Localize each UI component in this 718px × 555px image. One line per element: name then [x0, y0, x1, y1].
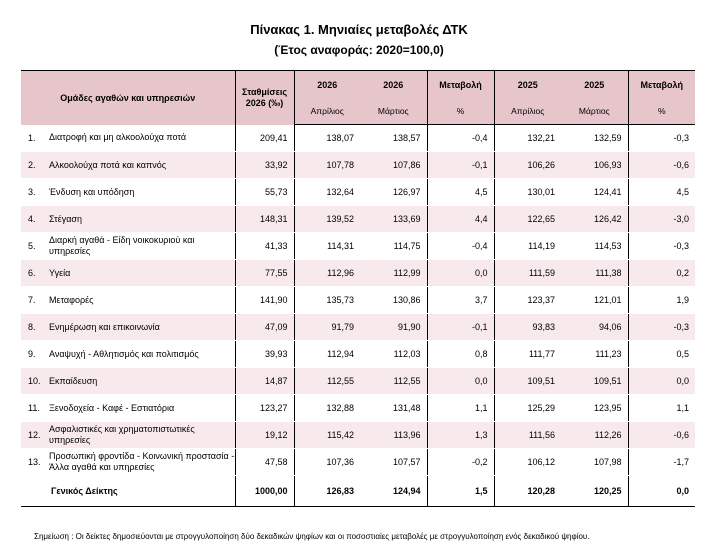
row-weight: 55,73 [235, 179, 294, 206]
row-march-2026: 131,48 [360, 395, 427, 422]
row-april-2025: 111,77 [494, 341, 561, 368]
table-row [21, 152, 695, 179]
cpi-table [21, 70, 695, 507]
row-march-2026: 114,75 [360, 233, 427, 260]
row-change-2026: -0,2 [427, 449, 494, 476]
row-index: 2. [21, 152, 49, 179]
row-april-2025: 125,29 [494, 395, 561, 422]
row-index: 13. [21, 449, 49, 476]
row-change-2025: 1,1 [628, 395, 695, 422]
header-weights: Σταθμίσεις 2026 (‰) [235, 71, 294, 125]
row-march-2026: 126,97 [360, 179, 427, 206]
row-march-2026: 112,03 [360, 341, 427, 368]
row-april-2026: 112,55 [294, 368, 360, 395]
row-weight: 148,31 [235, 206, 294, 233]
row-change-2026: 4,4 [427, 206, 494, 233]
row-weight: 141,90 [235, 287, 294, 314]
row-march-2025: 121,01 [561, 287, 628, 314]
row-label: Εκπαίδευση [49, 368, 235, 395]
row-change-2026: 3,7 [427, 287, 494, 314]
row-change-2026: -0,4 [427, 125, 494, 152]
row-april-2025: 132,21 [494, 125, 561, 152]
row-weight: 77,55 [235, 260, 294, 287]
row-change-2026: 0,8 [427, 341, 494, 368]
row-march-2026: 107,86 [360, 152, 427, 179]
row-weight: 41,33 [235, 233, 294, 260]
header-percent-2025: % [628, 98, 695, 125]
row-weight: 19,12 [235, 422, 294, 449]
row-change-2025: 4,5 [628, 179, 695, 206]
row-change-2026: 1,1 [427, 395, 494, 422]
row-april-2026: 132,64 [294, 179, 360, 206]
table-subtitle: (Έτος αναφοράς: 2020=100,0) [274, 43, 444, 57]
row-march-2025: 126,42 [561, 206, 628, 233]
row-weight: 33,92 [235, 152, 294, 179]
row-label: Ενημέρωση και επικοινωνία [49, 314, 235, 341]
row-label: Διαρκή αγαθά - Είδη νοικοκυριού και υπηρεσίες [49, 233, 235, 260]
row-index: 4. [21, 206, 49, 233]
row-april-2026: 107,78 [294, 152, 360, 179]
row-april-2026: 107,36 [294, 449, 360, 476]
row-weight: 39,93 [235, 341, 294, 368]
header-groups: Ομάδες αγαθών και υπηρεσιών [21, 71, 235, 125]
table-row [21, 125, 695, 152]
row-march-2025: 107,98 [561, 449, 628, 476]
row-april-2025: 106,12 [494, 449, 561, 476]
row-label: Αλκοολούχα ποτά και καπνός [49, 152, 235, 179]
row-change-2025: 0,5 [628, 341, 695, 368]
row-march-2026: 138,57 [360, 125, 427, 152]
footnote: Σημείωση : Οι δείκτες δημοσιεύονται με στρογγυλοποίηση δύο δεκαδικών ψηφίων και οι ποσοστιαίες μεταβολές με στρογγυλοποίηση ενός δεκαδικού ψηφίου. [34, 532, 590, 541]
row-change-2025: -0,6 [628, 422, 695, 449]
row-april-2025: 122,65 [494, 206, 561, 233]
row-change-2025: -0,6 [628, 152, 695, 179]
header-april-2026: Απρίλιος [294, 98, 360, 125]
row-label: Αναψυχή - Αθλητισμός και πολιτισμός [49, 341, 235, 368]
table-row [21, 206, 695, 233]
total-weight: 1000,00 [235, 476, 294, 507]
row-march-2025: 123,95 [561, 395, 628, 422]
row-change-2026: -0,4 [427, 233, 494, 260]
row-april-2026: 139,52 [294, 206, 360, 233]
row-index: 1. [21, 125, 49, 152]
table-row [21, 233, 695, 260]
row-weight: 47,58 [235, 449, 294, 476]
row-april-2026: 112,96 [294, 260, 360, 287]
total-march-2025: 120,25 [561, 476, 628, 507]
table-row [21, 341, 695, 368]
row-change-2025: -0,3 [628, 125, 695, 152]
table-row [21, 395, 695, 422]
row-label: Υγεία [49, 260, 235, 287]
row-label: Στέγαση [49, 206, 235, 233]
row-april-2025: 130,01 [494, 179, 561, 206]
row-march-2025: 112,26 [561, 422, 628, 449]
row-march-2026: 91,90 [360, 314, 427, 341]
row-index: 7. [21, 287, 49, 314]
row-change-2025: 0,2 [628, 260, 695, 287]
table-title: Πίνακας 1. Μηνιαίες μεταβολές ΔΤΚ [250, 22, 468, 37]
row-march-2025: 106,93 [561, 152, 628, 179]
row-index: 9. [21, 341, 49, 368]
row-march-2026: 107,57 [360, 449, 427, 476]
total-change-2025: 0,0 [628, 476, 695, 507]
row-april-2025: 106,26 [494, 152, 561, 179]
header-april-2025: Απρίλιος [494, 98, 561, 125]
header-march-2026: Μάρτιος [360, 98, 427, 125]
row-march-2026: 133,69 [360, 206, 427, 233]
row-march-2026: 113,96 [360, 422, 427, 449]
row-march-2025: 109,51 [561, 368, 628, 395]
total-march-2026: 124,94 [360, 476, 427, 507]
table-row [21, 287, 695, 314]
row-april-2025: 114,19 [494, 233, 561, 260]
header-year-2026-apr: 2026 [294, 71, 360, 99]
row-change-2025: 0,0 [628, 368, 695, 395]
row-april-2025: 111,56 [494, 422, 561, 449]
row-april-2026: 138,07 [294, 125, 360, 152]
table-row [21, 368, 695, 395]
row-change-2026: 4,5 [427, 179, 494, 206]
row-label: Ένδυση και υπόδηση [49, 179, 235, 206]
row-march-2025: 111,23 [561, 341, 628, 368]
row-change-2025: -1,7 [628, 449, 695, 476]
row-april-2026: 114,31 [294, 233, 360, 260]
header-year-2025-mar: 2025 [561, 71, 628, 99]
row-weight: 47,09 [235, 314, 294, 341]
table-row [21, 422, 695, 449]
row-march-2025: 94,06 [561, 314, 628, 341]
row-weight: 14,87 [235, 368, 294, 395]
total-change-2026: 1,5 [427, 476, 494, 507]
row-april-2025: 123,37 [494, 287, 561, 314]
header-year-2025-apr: 2025 [494, 71, 561, 99]
row-change-2025: 1,9 [628, 287, 695, 314]
table-row [21, 449, 695, 476]
row-change-2026: -0,1 [427, 314, 494, 341]
row-index: 8. [21, 314, 49, 341]
header-percent-2026: % [427, 98, 494, 125]
row-label: Μεταφορές [49, 287, 235, 314]
row-change-2026: 1,3 [427, 422, 494, 449]
row-march-2026: 112,55 [360, 368, 427, 395]
total-april-2026: 126,83 [294, 476, 360, 507]
row-april-2026: 91,79 [294, 314, 360, 341]
row-march-2025: 124,41 [561, 179, 628, 206]
header-march-2025: Μάρτιος [561, 98, 628, 125]
total-april-2025: 120,28 [494, 476, 561, 507]
row-april-2026: 115,42 [294, 422, 360, 449]
row-april-2025: 109,51 [494, 368, 561, 395]
row-label: Διατροφή και μη αλκοολούχα ποτά [49, 125, 235, 152]
row-april-2026: 135,73 [294, 287, 360, 314]
row-label: Ξενοδοχεία - Καφέ - Εστιατόρια [49, 395, 235, 422]
header-year-2026-mar: 2026 [360, 71, 427, 99]
row-change-2026: 0,0 [427, 368, 494, 395]
total-label: Γενικός Δείκτης [21, 476, 235, 507]
row-april-2026: 112,94 [294, 341, 360, 368]
row-march-2025: 111,38 [561, 260, 628, 287]
row-change-2026: 0,0 [427, 260, 494, 287]
row-march-2026: 112,99 [360, 260, 427, 287]
row-index: 3. [21, 179, 49, 206]
row-april-2025: 93,83 [494, 314, 561, 341]
table-row [21, 314, 695, 341]
row-index: 5. [21, 233, 49, 260]
row-weight: 209,41 [235, 125, 294, 152]
row-label: Προσωπική φροντίδα - Κοινωνική προστασία - Άλλα αγαθά και υπηρεσίες [49, 449, 235, 476]
row-index: 10. [21, 368, 49, 395]
row-index: 11. [21, 395, 49, 422]
row-march-2025: 132,59 [561, 125, 628, 152]
total-row [21, 476, 695, 507]
row-change-2026: -0,1 [427, 152, 494, 179]
row-april-2026: 132,88 [294, 395, 360, 422]
row-march-2026: 130,86 [360, 287, 427, 314]
row-index: 6. [21, 260, 49, 287]
header-change-2026: Μεταβολή [427, 71, 494, 99]
row-weight: 123,27 [235, 395, 294, 422]
table-body [21, 125, 695, 507]
row-change-2025: -3,0 [628, 206, 695, 233]
header-change-2025: Μεταβολή [628, 71, 695, 99]
row-change-2025: -0,3 [628, 314, 695, 341]
row-change-2025: -0,3 [628, 233, 695, 260]
row-april-2025: 111,59 [494, 260, 561, 287]
table-row [21, 260, 695, 287]
row-label: Ασφαλιστικές και χρηματοπιστωτικές υπηρεσίες [49, 422, 235, 449]
table-row [21, 179, 695, 206]
row-index: 12. [21, 422, 49, 449]
row-march-2025: 114,53 [561, 233, 628, 260]
